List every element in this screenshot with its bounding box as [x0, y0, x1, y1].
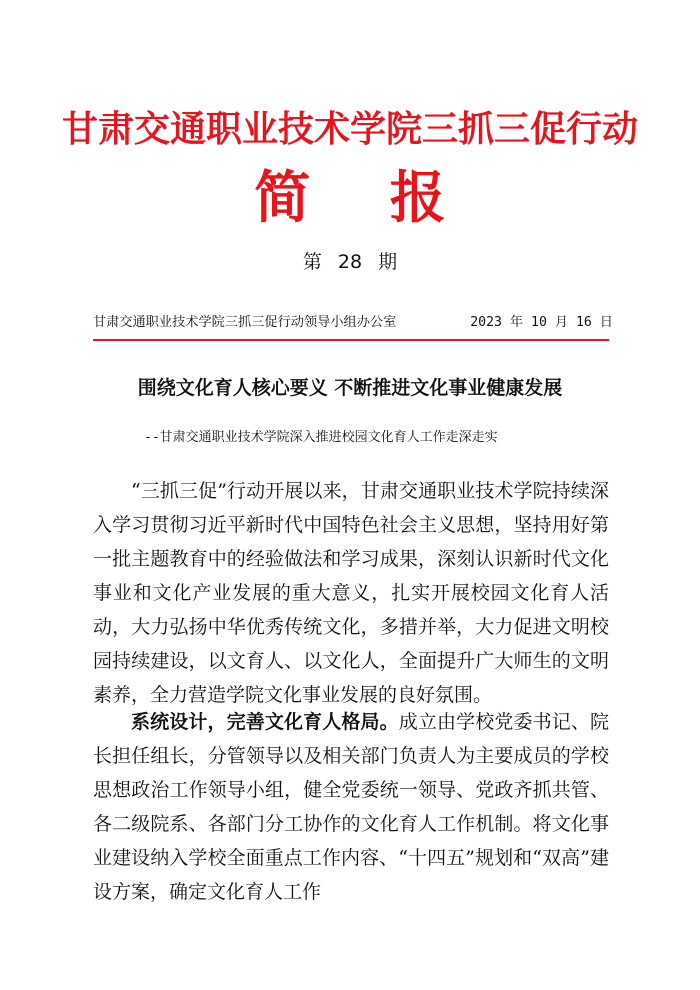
paragraph-2-body: 成立由学校党委书记、院长担任组长，分管领导以及相关部门负责人为主要成员的学校思想政治工作领导小组，健全党委统一领导、党政齐抓共管、各二级院系、各部门分工协作的文化育人工作机制。将文化事业建设纳入学校全面重点工作内容、“十四五”规划和“双高”建设方案，确定文化育人工作 [93, 711, 609, 903]
issue-date: 2023 年 10 月 16 日 [470, 315, 613, 330]
masthead-title: 甘肃交通职业技术学院三抓三促行动 [61, 108, 638, 150]
masthead-brief: 简 报 [254, 165, 446, 231]
issue-number: 第 28 期 [302, 251, 398, 273]
article-title: 围绕文化育人核心要义 不断推进文化事业健康发展 [137, 377, 563, 399]
issuer-line [93, 312, 613, 334]
red-divider-rule [93, 339, 609, 341]
article-subtitle: --甘肃交通职业技术学院深入推进校园文化育人工作走深走实 [144, 430, 498, 445]
article-paragraph-2 [93, 705, 609, 909]
paragraph-2-lead: 系统设计，完善文化育人格局。 [131, 711, 399, 733]
issuer-name: 甘肃交通职业技术学院三抓三促行动领导小组办公室 [93, 315, 397, 330]
article-paragraph-1: “三抓三促”行动开展以来，甘肃交通职业技术学院持续深入学习贯彻习近平新时代中国特色社会主义思想，坚持用好第一批主题教育中的经验做法和学习成果，深刻认识新时代文化事业和文化产业发展的重大意义，扎实开展校园文化育人活动，大力弘扬中华优秀传统文化，多措并举，大力促进文明校园持续建设，以文育人、以文化人，全面提升广大师生的文明素养，全力营造学院文化事业发展的良好氛围。 [93, 480, 609, 706]
